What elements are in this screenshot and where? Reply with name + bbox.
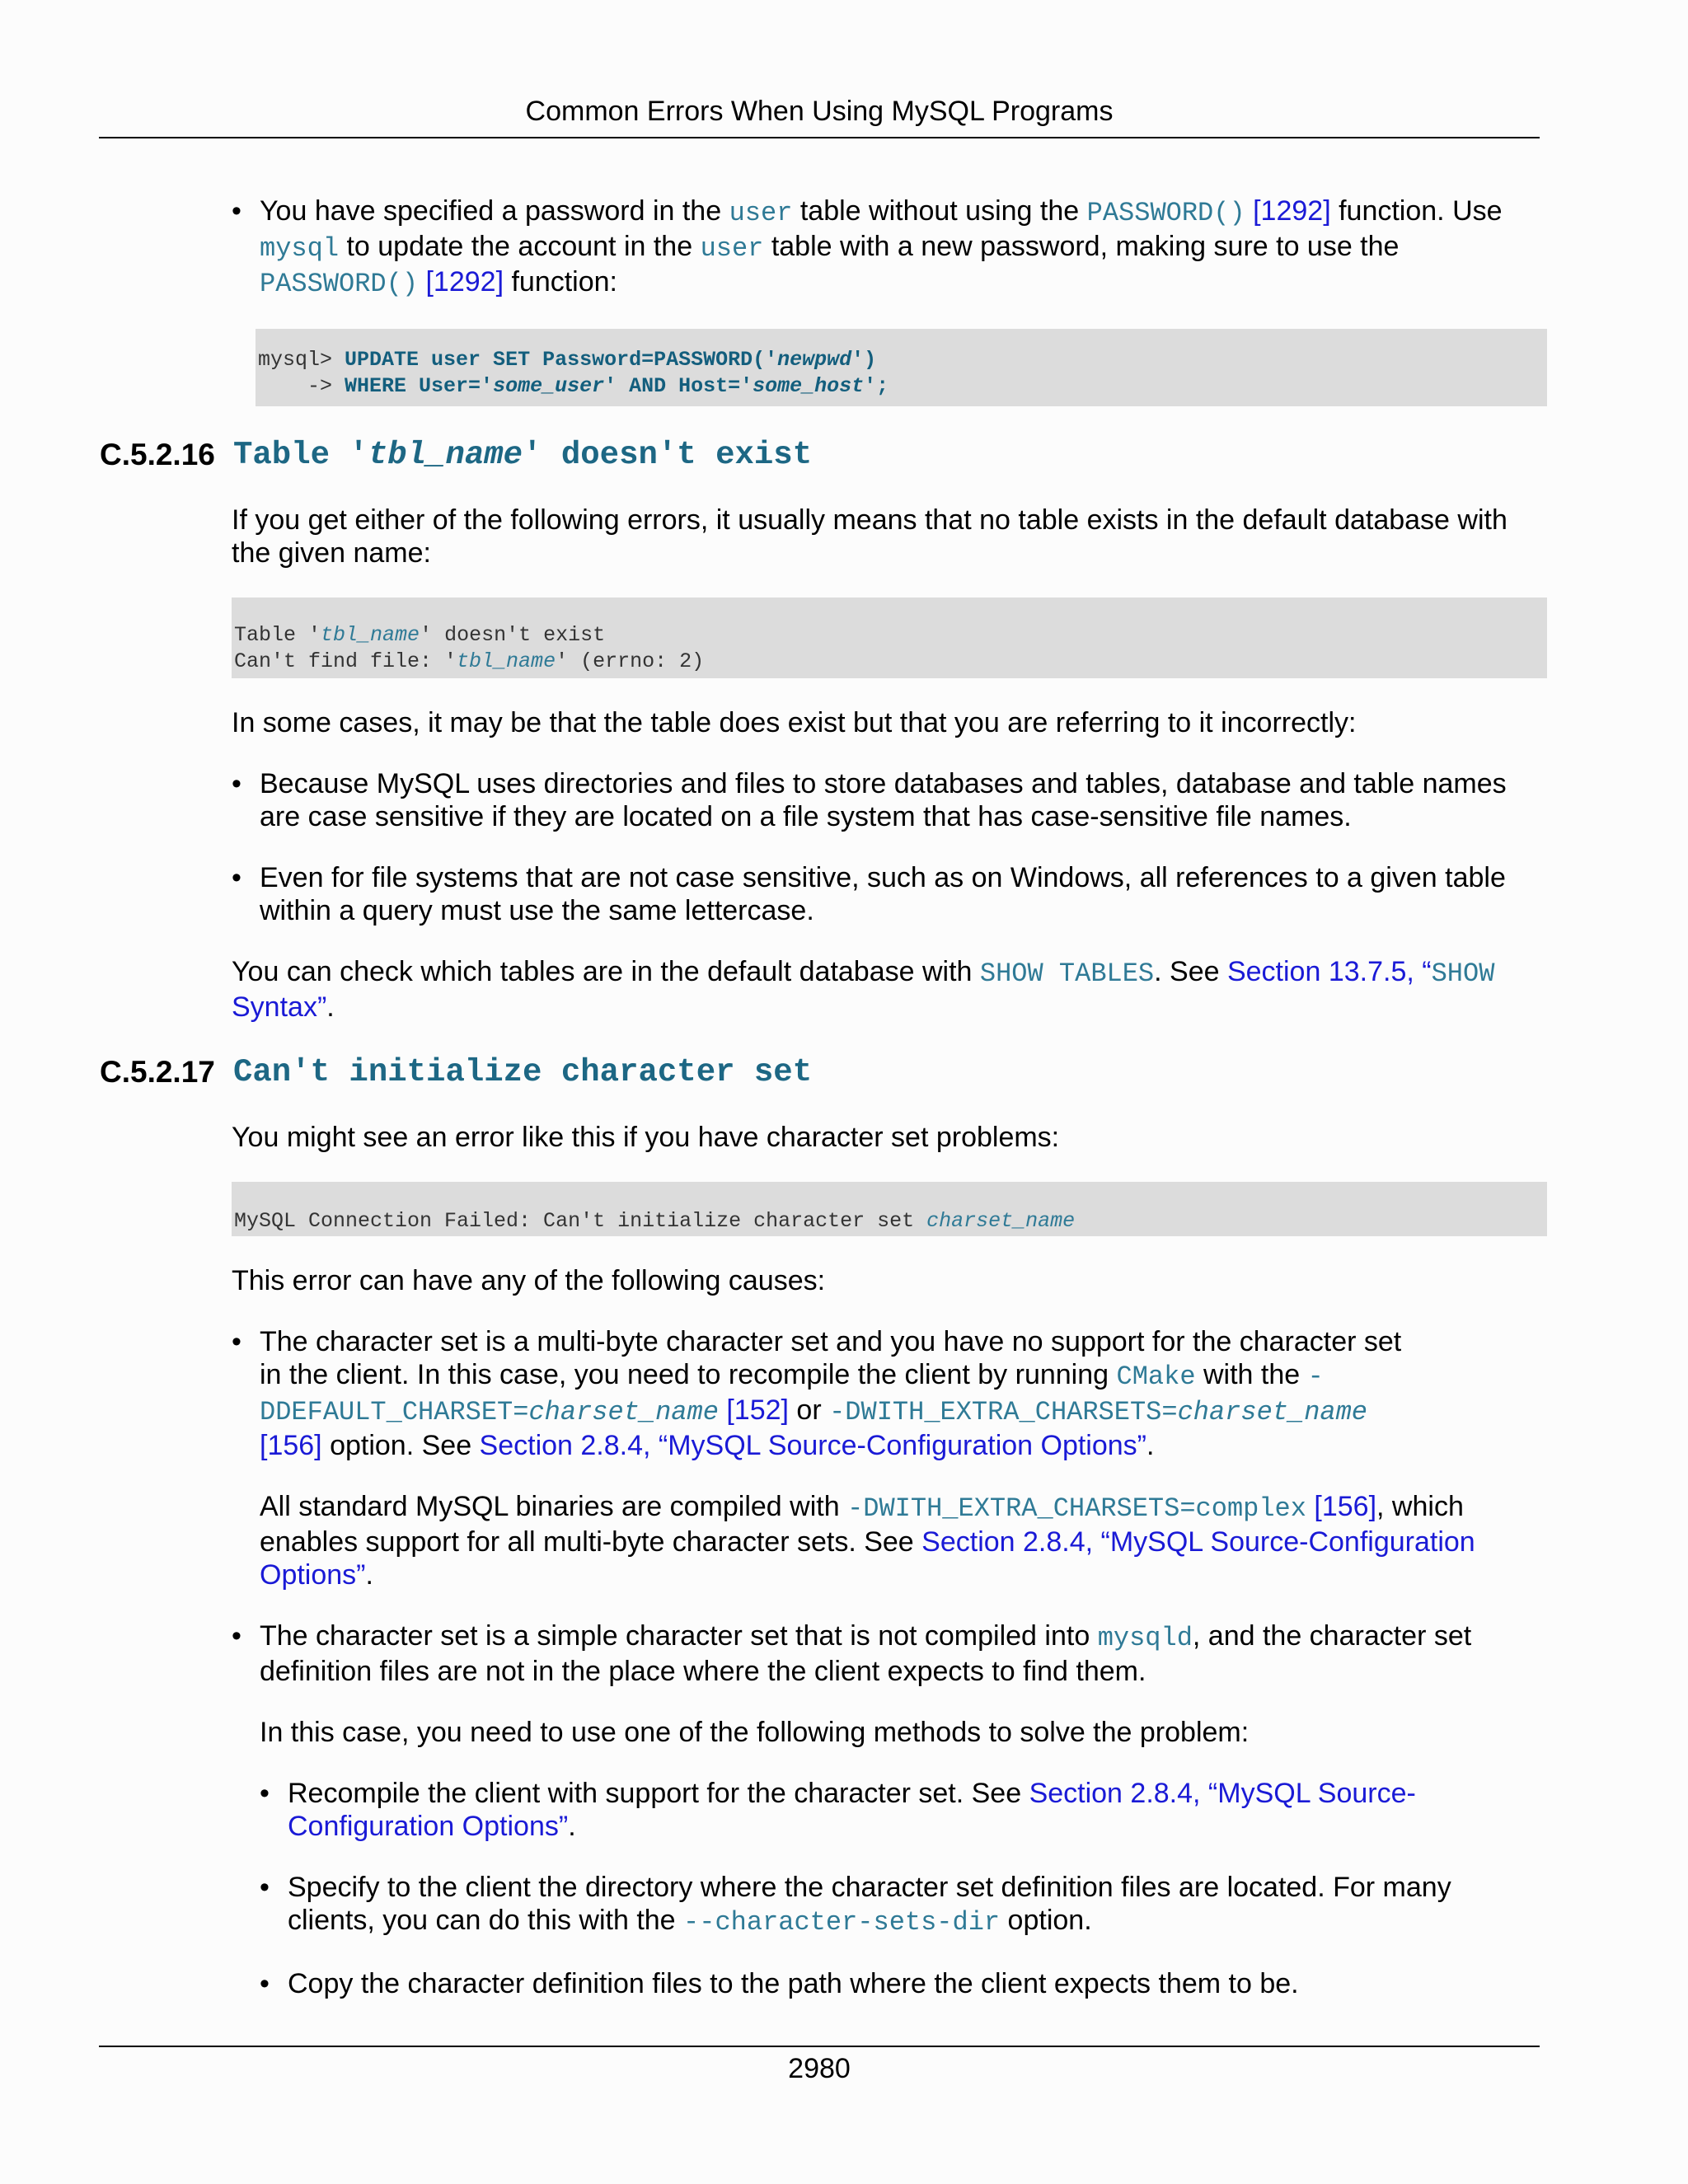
list-item: • Recompile the client with support for the character set. See Section 2.8.4, “MySQL Source-Configuration Options”. (260, 1777, 1542, 1843)
section-heading-c5217 (0, 1053, 1688, 1091)
section-title: Table 'tbl_name' doesn't exist (233, 437, 813, 473)
section-17-body-2 (232, 1264, 1542, 2000)
list-item: • Because MySQL uses directories and files to store databases and tables, database and table names are case sensitive if they are located on a file system that has case-sensitive file names. (232, 767, 1542, 833)
header-rule (99, 137, 1540, 138)
option-extra-charsets-complex[interactable]: -DWITH_EXTRA_CHARSETS=complex (847, 1493, 1306, 1524)
code-block-charset-error: MySQL Connection Failed: Can't initialize character set charset_name (232, 1182, 1547, 1236)
list-item: • The character set is a simple character set that is not compiled into mysqld, and the character set definition files are not in the place where the client expects to find them. In this case, you need to use one of the following methods to solve the problem: • Recompile the client with support for the character set. See Section 2.8.4, “MySQL Source-Configuration Options”. • Specify to the client the directory where the character set definition files are located. For many clients, you can do this with the --character-sets-dir option. • Copy the character definition files to the path where the client expects them to be. (232, 1619, 1542, 2000)
section-title: Can't initialize character set (233, 1054, 813, 1090)
option-character-sets-dir: --character-sets-dir (683, 1907, 1001, 1938)
code-cmake[interactable]: CMake (1116, 1361, 1196, 1392)
code-user: user (729, 198, 793, 228)
ref-link[interactable]: [156] (1314, 1491, 1377, 1522)
section-link-source-config[interactable]: Section 2.8.4, “MySQL Source-Configuration Options” (288, 1778, 1416, 1842)
list-item: • You have specified a password in the user table without using the PASSWORD() [1292] function. Use mysql to update the account in the user table with a new password, making sure to use the PASSWORD() [1292] function: (232, 194, 1542, 301)
running-header: Common Errors When Using MySQL Programs (525, 96, 1114, 127)
page-content (0, 194, 1688, 2028)
list-item: • The character set is a multi-byte character set and you have no support for the character set in the client. In this case, you need to recompile the client by running CMake with the -DDEFAULT_CHARSET=charset_name [152] or -DWITH_EXTRA_CHARSETS=charset_name [156] option. See Section 2.8.4, “MySQL Source-Configuration Options”. All standard MySQL binaries are compiled with -DWITH_EXTRA_CHARSETS=complex [156], which enables support for all multi-byte character sets. See Section 2.8.4, “MySQL Source-Configuration Options”. (232, 1325, 1542, 1591)
section-17-body (232, 1121, 1542, 1154)
section-number: C.5.2.17 (100, 1055, 215, 1089)
code-block-table-errors: Table 'tbl_name' doesn't exist Can't find file: 'tbl_name' (errno: 2) (232, 598, 1547, 678)
option-extra-charsets[interactable]: -DWITH_EXTRA_CHARSETS=charset_name (829, 1397, 1367, 1427)
ref-link[interactable]: [152] (726, 1394, 789, 1426)
page-number: 2980 (788, 2053, 851, 2084)
section-link-source-config[interactable]: Section 2.8.4, “MySQL Source-Configuration Options” (260, 1526, 1475, 1591)
paragraph: You might see an error like this if you have character set problems: (232, 1122, 1060, 1153)
password-function-link[interactable]: PASSWORD() (260, 269, 419, 299)
section-number: C.5.2.16 (100, 438, 215, 471)
section-16-body (232, 504, 1542, 569)
footer-rule (99, 2046, 1540, 2047)
list-item: • Copy the character definition files to the path where the client expects them to be. (260, 1967, 1542, 2000)
section-link-source-config[interactable]: Section 2.8.4, “MySQL Source-Configuration Options” (479, 1430, 1147, 1461)
code-mysqld[interactable]: mysqld (1097, 1623, 1193, 1653)
ref-link[interactable]: [1292] (425, 266, 504, 298)
paragraph: In some cases, it may be that the table does exist but that you are referring to it incorrectly: (232, 707, 1357, 738)
section-heading-c5216 (0, 436, 1688, 474)
paragraph: You can check which tables are in the default database with SHOW TABLES. See Section 13.7.5, “SHOW Syntax”. (232, 956, 1495, 1023)
paragraph: This error can have any of the following causes: (232, 1265, 826, 1296)
code-block-update-password: mysql> UPDATE user SET Password=PASSWORD('newpwd') -> WHERE User='some_user' AND Host='some_host'; (256, 329, 1547, 406)
password-function-link[interactable]: PASSWORD() (1086, 198, 1245, 228)
option-default-charset[interactable]: -DDEFAULT_CHARSET=charset_name (260, 1361, 1324, 1427)
section-16-body-2 (232, 706, 1542, 1024)
code-show-tables: SHOW TABLES (979, 958, 1155, 989)
list-item: • Specify to the client the directory where the character set definition files are located. For many clients, you can do this with the --character-sets-dir option. (260, 1871, 1542, 1939)
password-bullet-block (232, 194, 1542, 301)
ref-link[interactable]: [1292] (1253, 195, 1331, 227)
list-item: • Even for file systems that are not case sensitive, such as on Windows, all references to a given table within a query must use the same lettercase. (232, 861, 1542, 927)
code-user: user (700, 233, 764, 264)
code-mysql[interactable]: mysql (260, 233, 340, 264)
paragraph: If you get either of the following errors, it usually means that no table exists in the default database with the given name: (232, 504, 1507, 569)
ref-link[interactable]: [156] (260, 1430, 322, 1461)
section-link-show-syntax[interactable]: Section 13.7.5, “SHOW Syntax” (232, 956, 1495, 1023)
